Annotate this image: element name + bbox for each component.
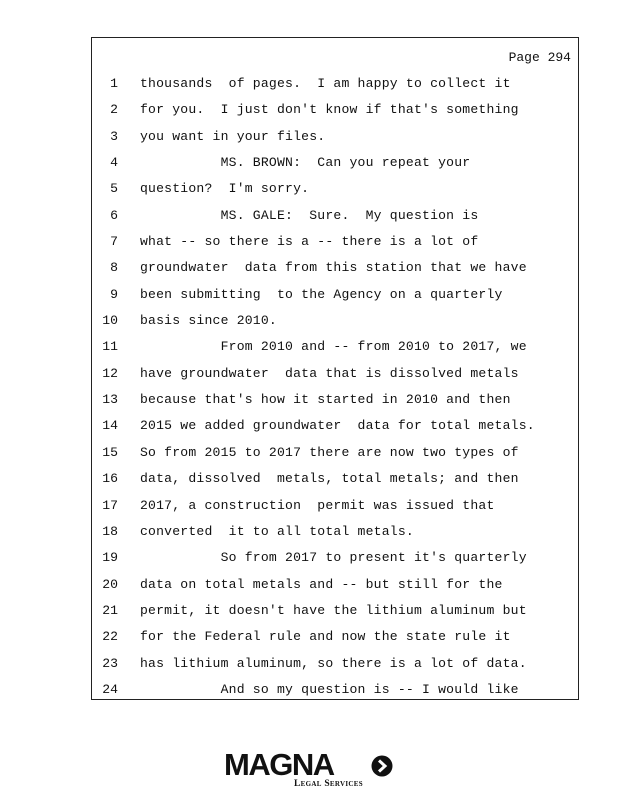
magna-logo [224,748,394,792]
transcript-line [92,576,578,602]
line-number: 22 [102,629,118,645]
line-number: 10 [102,313,118,329]
transcript-line [92,417,578,443]
logo-wordmark: MAGNA [224,747,334,782]
page-number: Page 294 [508,50,571,65]
transcript-line [92,549,578,575]
line-number: 13 [102,392,118,408]
line-text: basis since 2010. [140,313,277,329]
transcript-line [92,391,578,417]
transcript-line [92,628,578,654]
transcript-line [92,365,578,391]
line-number: 7 [110,234,118,250]
line-number: 3 [110,128,118,144]
line-text: for you. I just don't know if that's something [140,102,519,118]
transcript-line [92,681,578,707]
line-number: 11 [102,339,118,355]
transcript-line [92,154,578,180]
line-number: 4 [110,155,118,171]
transcript-line [92,180,578,206]
transcript-line [92,470,578,496]
line-number: 8 [110,260,118,276]
line-number: 24 [102,681,118,697]
transcript-line [92,602,578,628]
line-text: has lithium aluminum, so there is a lot of data. [140,655,527,671]
line-number: 21 [102,602,118,618]
line-number: 5 [110,181,118,197]
line-number: 2 [110,102,118,118]
line-number: 6 [110,207,118,223]
line-text: From 2010 and -- from 2010 to 2017, we [140,339,527,355]
chevron-right-circle-icon [371,755,393,777]
transcript-line [92,286,578,312]
transcript-line [92,338,578,364]
line-text: MS. GALE: Sure. My question is [140,207,479,223]
line-text: you want in your files. [140,128,326,144]
transcript-line [92,523,578,549]
line-number: 9 [110,286,118,302]
transcript-line [92,101,578,127]
line-text: because that's how it started in 2010 and then [140,392,511,408]
line-text: So from 2017 to present it's quarterly [140,550,527,566]
transcript-page [91,37,579,700]
line-text: what -- so there is a -- there is a lot of [140,234,479,250]
line-number: 18 [102,523,118,539]
line-text: groundwater data from this station that we have [140,260,527,276]
line-text: thousands of pages. I am happy to collect it [140,76,511,91]
line-text: MS. BROWN: Can you repeat your [140,155,471,171]
transcript-line [92,655,578,681]
line-text: for the Federal rule and now the state rule it [140,629,511,645]
line-number: 23 [102,655,118,671]
line-text: And so my question is -- I would like [140,681,519,697]
transcript-line [92,444,578,470]
line-text: 2017, a construction permit was issued that [140,497,495,513]
transcript-line [92,497,578,523]
line-text: 2015 we added groundwater data for total metals. [140,418,535,434]
line-number: 17 [102,497,118,513]
line-text: converted it to all total metals. [140,523,414,539]
line-text: So from 2015 to 2017 there are now two types of [140,444,519,460]
line-text: been submitting to the Agency on a quarterly [140,286,503,302]
logo-subtitle: Legal Services [294,779,363,789]
line-text: data, dissolved metals, total metals; and then [140,471,519,487]
transcript-line [92,128,578,154]
line-number: 20 [102,576,118,592]
transcript-line [92,207,578,233]
line-number: 16 [102,471,118,487]
line-number: 12 [102,365,118,381]
line-number: 14 [102,418,118,434]
line-text: question? I'm sorry. [140,181,310,197]
transcript-lines [92,75,578,707]
transcript-line [92,312,578,338]
line-number: 1 [110,76,118,91]
line-text: have groundwater data that is dissolved metals [140,365,519,381]
transcript-line [92,233,578,259]
line-number: 15 [102,444,118,460]
line-number: 19 [102,550,118,566]
transcript-line [92,259,578,285]
line-text: data on total metals and -- but still for the [140,576,503,592]
line-text: permit, it doesn't have the lithium aluminum but [140,602,527,618]
transcript-line [92,75,578,101]
